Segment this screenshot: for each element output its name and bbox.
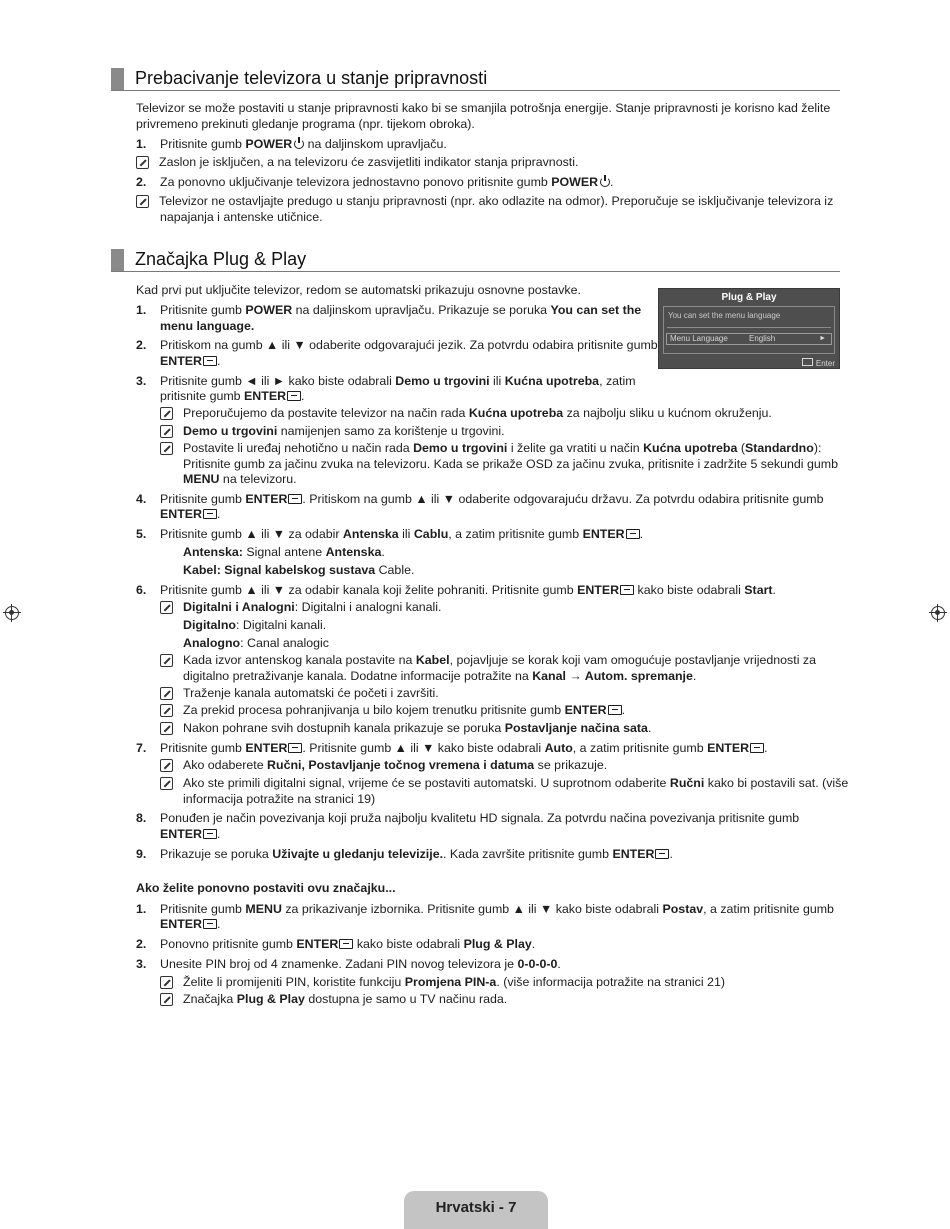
step-number: 2. [136,338,147,352]
osd-panel [663,306,835,354]
enter-icon [287,391,301,401]
osd-title: Plug & Play [721,292,777,303]
note-icon [160,601,173,614]
heading-bar [111,249,124,271]
osd-label: Menu Language [670,334,728,343]
enter-icon [203,919,217,929]
osd-divider [667,327,831,328]
plug-step-5-cable: Kabel: Signal kabelskog sustava Cable. [183,563,415,577]
plug-step-4-cont: ENTER . [160,507,221,521]
note-icon [160,425,173,438]
step-number: 8. [136,811,147,825]
power-icon [294,139,304,149]
section-title: Značajka Plug & Play [135,249,307,269]
step-text: Pritisnite gumb POWER na daljinskom upravljaču. Prikazuje se poruka You can set the [160,303,642,317]
note-icon [160,759,173,772]
osd-enter-hint: Enter [802,358,835,369]
section-heading-standby [111,68,840,91]
reset-step-1-cont: ENTER . [160,917,221,931]
note-icon [160,722,173,735]
step-number: 7. [136,741,147,755]
step-number: 9. [136,847,147,861]
osd-menu-language-row [666,333,832,345]
standby-note-2-cont: napajanja i antenske utičnice. [160,210,323,224]
osd-value: English [749,334,776,343]
note-icon [160,993,173,1006]
step-number: 3. [136,957,147,971]
step-number: 6. [136,583,147,597]
step-text: Prikazuje se poruka Uživajte u gledanju televizije.. Kada završite pritisnite gumb ENTER . [160,847,673,861]
section-heading-plug-play [111,249,840,272]
step-text: Za ponovno uključivanje televizora jednostavno ponovo pritisnite gumb POWER . [160,175,614,189]
step-number: 2. [136,937,147,951]
step-3-note-3-l3: MENU na televizoru. [183,472,297,486]
enter-icon [288,494,302,504]
note-icon [160,976,173,989]
enter-icon [655,849,669,859]
step-text: Ponuđen je način povezivanja koji pruža najbolju kvalitetu HD signala. Za potvrdu načina povezivanja pritisnite gumb [160,811,800,825]
step-6-note-2-cont: digitalno pretraživanje kanala. Dodatne informacije potražite na Kanal → Autom. spremanje. [183,669,697,683]
enter-icon [203,509,217,519]
note-icon [136,156,149,169]
arrow-right-icon: ► [819,335,826,342]
note-icon [136,195,149,208]
note-icon [160,704,173,717]
enter-icon [750,743,764,753]
note-icon [160,442,173,455]
intro-line-2: privremeno prekinuti gledanje programa (npr. tijekom obroka). [136,117,475,131]
enter-icon [203,356,217,366]
note-icon [160,687,173,700]
note-icon [160,407,173,420]
step-number: 1. [136,902,147,916]
plug-step-1-cont: menu language. [160,319,255,333]
plug-step-3-cont: pritisnite gumb ENTER . [160,389,305,403]
step-text: Pritisnite gumb ▲ ili ▼ za odabir Antenska ili Cablu, a zatim pritisnite gumb ENTER . [160,527,644,541]
note-icon [160,777,173,790]
enter-icon [608,705,622,715]
note-icon [160,654,173,667]
step-number: 5. [136,527,147,541]
step-text: Unesite PIN broj od 4 znamenke. Zadani PIN novog televizora je 0-0-0-0. [160,957,561,971]
section-title: Prebacivanje televizora u stanje pripravnosti [135,68,488,88]
plug-step-5-antenna: Antenska: Signal antene Antenska. [183,545,385,559]
enter-icon [288,743,302,753]
step-number: 3. [136,374,147,388]
power-icon [600,177,610,187]
step-text: Pritisnite gumb ▲ ili ▼ za odabir kanala koji želite pohraniti. Pritisnite gumb ENTER kako biste odabrali Start. [160,583,776,597]
registration-mark-icon [5,606,19,620]
page-footer-tab [404,1191,548,1229]
enter-icon [339,939,353,949]
plug-step-8-cont: ENTER . [160,827,221,841]
step-text: Pritiskom na gumb ▲ ili ▼ odaberite odgovarajući jezik. Za potvrdu odabira pritisnite gumb [160,338,658,352]
step-number: 2. [136,175,147,189]
reset-heading: Ako želite ponovno postaviti ovu značajku... [136,881,396,895]
enter-icon [802,358,813,366]
heading-bar [111,68,124,90]
step-text: Pritisnite gumb POWER na daljinskom upravljaču. [160,137,447,151]
plug-play-osd [658,288,840,369]
step-text: Ponovno pritisnite gumb ENTER kako biste odabrali Plug & Play. [160,937,536,951]
intro-line-1: Televizor se može postaviti u stanje pripravnosti kako bi se smanjila potrošnja energije. Stanje pripravnosti je korisno kad želite [136,101,831,115]
step-text: Pritisnite gumb ◄ ili ► kako biste odabrali Demo u trgovini ili Kućna upotreba, zatim [160,374,636,388]
step-number: 1. [136,303,147,317]
step-text: Pritisnite gumb ENTER . Pritiskom na gumb ▲ ili ▼ odaberite odgovarajuću državu. Za potvrdu odabira pritisnite gumb [160,492,824,506]
step-number: 4. [136,492,147,506]
plug-step-2-cont: ENTER . [160,354,221,368]
step-text: Pritisnite gumb ENTER . Pritisnite gumb ▲ ili ▼ kako biste odabrali Auto, a zatim pritisnite gumb ENTER . [160,741,768,755]
step-7-note-2-cont: informacija potražite na stranici 19) [183,792,376,806]
step-number: 1. [136,137,147,151]
enter-icon [203,829,217,839]
osd-message: You can set the menu language [668,311,781,320]
plug-play-intro: Kad prvi put uključite televizor, redom se automatski prikazuju osnovne postavke. [136,283,581,297]
page-number: Hrvatski - 7 [435,1199,517,1216]
enter-icon [626,529,640,539]
step-6-digital: Digitalno: Digitalni kanali. [183,618,327,632]
step-text: Pritisnite gumb MENU za prikazivanje izbornika. Pritisnite gumb ▲ ili ▼ kako biste odabrali Postav, a zatim pritisnite gumb [160,902,834,916]
step-6-analog: Analogno: Canal analogic [183,636,329,650]
enter-icon [620,585,634,595]
registration-mark-icon [931,606,945,620]
step-3-note-3-l2: Pritisnite gumb za jačinu zvuka na televizoru. Kada se prikaže OSD za jačinu zvuka, pritisnite i zadržite 5 sekundi gumb [183,457,838,471]
